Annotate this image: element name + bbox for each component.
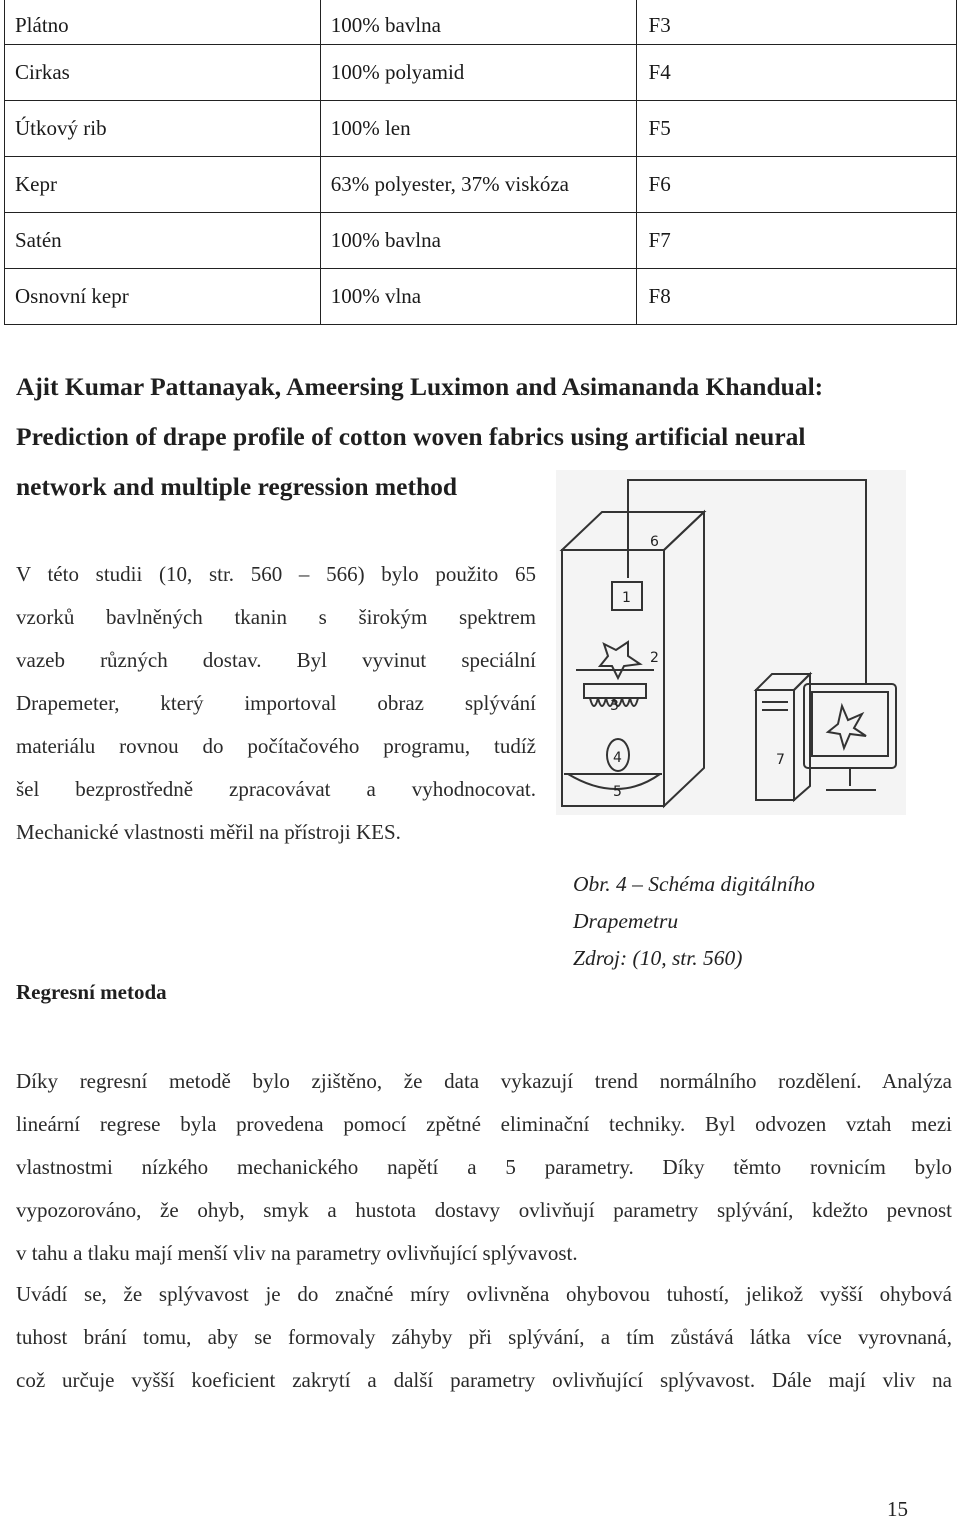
material-composition-cell: 100% len [320, 101, 636, 157]
figure-label: 2 [650, 650, 659, 666]
figure-label: 7 [776, 752, 785, 768]
paragraph-line: Díky regresní metodě bylo zjištěno, že data vykazují trend normálního rozdělení. Analýza [16, 1069, 952, 1093]
material-composition-cell: 100% polyamid [320, 45, 636, 101]
section-heading: Regresní metoda [16, 980, 167, 1004]
table-row [5, 0, 957, 45]
table-row [5, 269, 957, 325]
figure-caption [573, 866, 815, 977]
paragraph-line: lineární regrese byla provedena pomocí zpětné eliminační techniky. Byl odvozen vztah mezi [16, 1112, 952, 1136]
intro-paragraph [16, 553, 536, 854]
figure-label: 4 [613, 750, 622, 766]
material-composition-cell: 100% bavlna [320, 213, 636, 269]
sample-code-cell: F7 [636, 213, 956, 269]
fabric-table [4, 0, 957, 325]
paragraph-line: v tahu a tlaku mají menší vliv na parametry ovlivňující splývavost. [16, 1241, 578, 1265]
sample-code-cell: F8 [636, 269, 956, 325]
table-row [5, 157, 957, 213]
body-paragraph [16, 1273, 952, 1402]
fabric-weave-cell: Plátno [5, 0, 321, 45]
caption-line: Drapemetru [573, 909, 679, 933]
fabric-weave-cell: Osnovní kepr [5, 269, 321, 325]
table-row [5, 213, 957, 269]
sample-code-cell: F3 [636, 0, 956, 45]
material-composition-cell: 63% polyester, 37% viskóza [320, 157, 636, 213]
paragraph-line: vlastnostmi nízkého mechanického napětí a 5 parametry. Díky těmto rovnicím bylo [16, 1155, 952, 1179]
figure-label: 3 [610, 698, 619, 714]
intro-line: Mechanické vlastnosti měřil na přístroji KES. [16, 820, 401, 844]
heading-line: network and multiple regression method [16, 472, 458, 501]
intro-line: vzorků bavlněných tkanin s širokým spektrem [16, 605, 536, 629]
heading-line: Prediction of drape profile of cotton woven fabrics using artificial neural [16, 422, 806, 451]
paragraph-line: což určuje vyšší koeficient zakrytí a další parametry ovlivňující splývavost. Dále mají vliv na [16, 1368, 952, 1392]
page-number: 15 [887, 1497, 908, 1521]
fabric-weave-cell: Kepr [5, 157, 321, 213]
figure-label: 5 [613, 784, 622, 800]
fabric-weave-cell: Útkový rib [5, 101, 321, 157]
figure-label: 1 [622, 590, 631, 606]
intro-line: V této studii (10, str. 560 – 566) bylo použito 65 [16, 562, 536, 586]
sample-code-cell: F5 [636, 101, 956, 157]
sample-code-cell: F4 [636, 45, 956, 101]
caption-line: Obr. 4 – Schéma digitálního [573, 872, 815, 896]
material-composition-cell: 100% bavlna [320, 0, 636, 45]
table-row [5, 45, 957, 101]
intro-line: šel bezprostředně zpracovávat a vyhodnocovat. [16, 777, 536, 801]
material-composition-cell: 100% vlna [320, 269, 636, 325]
figure-label: 6 [650, 534, 659, 550]
sample-code-cell: F6 [636, 157, 956, 213]
intro-line: materiálu rovnou do počítačového programu, tudíž [16, 734, 536, 758]
intro-line: vazeb různých dostav. Byl vyvinut speciální [16, 648, 536, 672]
heading-line: Ajit Kumar Pattanayak, Ameersing Luximon and Asimananda Khandual: [16, 372, 824, 401]
paragraph-line: tuhost brání tomu, aby se formovaly záhyby při splývání, a tím zůstává látka více vyrovnaná, [16, 1325, 952, 1349]
fabric-weave-cell: Cirkas [5, 45, 321, 101]
table-row [5, 101, 957, 157]
paragraph-line: Uvádí se, že splývavost je do značné míry ovlivněna ohybovou tuhostí, jelikož vyšší ohybová [16, 1282, 952, 1306]
fabric-weave-cell: Satén [5, 213, 321, 269]
paragraph-line: vypozorováno, že ohyb, smyk a hustota dostavy ovlivňují parametry splývání, kdežto pevnost [16, 1198, 952, 1222]
drapemeter-schematic [556, 470, 906, 815]
intro-line: Drapemeter, který importoval obraz splývání [16, 691, 536, 715]
caption-line: Zdroj: (10, str. 560) [573, 946, 743, 970]
body-paragraph [16, 1060, 952, 1275]
